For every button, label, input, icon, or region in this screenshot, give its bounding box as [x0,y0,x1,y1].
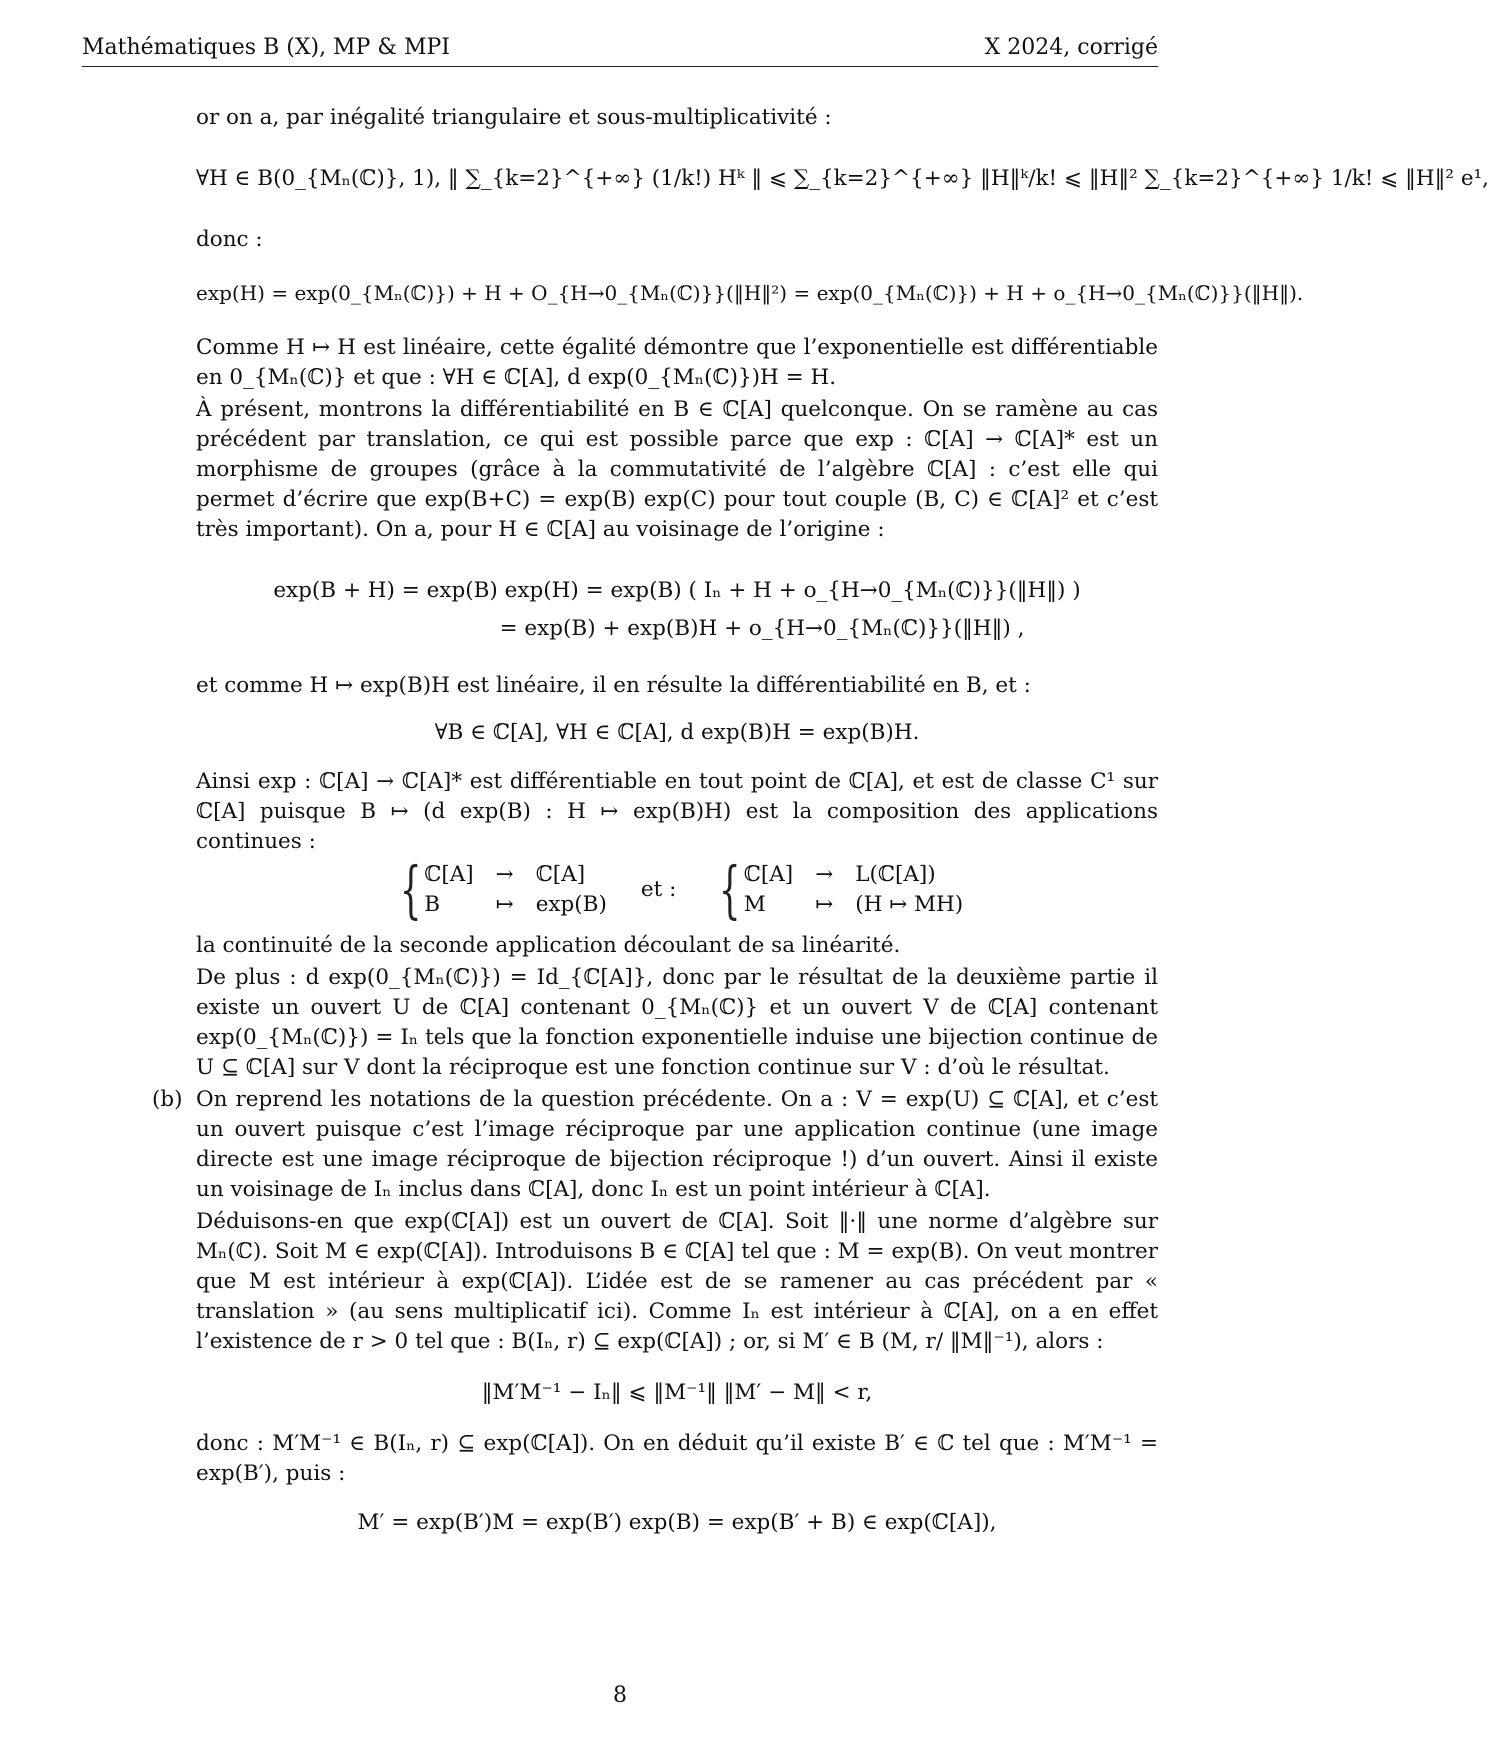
paragraph: Déduisons-en que exp(ℂ[A]) est un ouvert de ℂ[A]. Soit ‖·‖ une norme d’algèbre sur Mₙ(ℂ). Soit M ∈ exp(ℂ[A]). Introduisons B ∈ ℂ[A] tel que : M = exp(B). On veut montrer que M est intérieur à exp(ℂ[A]). L’idée est de se ramener au cas précédent par « translation » (au sens multiplicatif ici). Comme Iₙ est intérieur à ℂ[A], on a en effet l’existence de r > 0 tel que : B(Iₙ, r) ⊆ exp(ℂ[A]) ; or, si M′ ∈ B (M, r/ ‖M‖⁻¹), alors : [196,1209,1158,1354]
case-cell: exp(B) [535,892,607,917]
cases-connector: et : [640,877,677,902]
case-cell: ℂ[A] [743,862,794,887]
item-label: (b) [152,1087,183,1112]
case-cell: M [743,892,766,917]
running-header [82,24,1158,67]
paragraph: et comme H ↦ exp(B)H est linéaire, il en résulte la différentiabilité en B, et : [196,673,1031,698]
list-item-b [152,1085,1158,1539]
paragraph: Ainsi exp : ℂ[A] → ℂ[A]* est différentiable en tout point de ℂ[A], et est de classe C¹ sur ℂ[A] puisque B ↦ (d exp(B) : H ↦ exp(B)H) est la composition des applications continues : [196,769,1158,854]
paragraph: On reprend les notations de la question précédente. On a : V = exp(U) ⊆ ℂ[A], et c’est un ouvert puisque c’est l’image réciproque par une application continue (une image directe est une image réciproque de bijection réciproque !) d’un ouvert. Ainsi il existe un voisinage de Iₙ inclus dans ℂ[A], donc Iₙ est un point intérieur à ℂ[A]. [196,1087,1158,1202]
header-left: Mathématiques B (X), MP & MPI [82,35,450,60]
case-cell: ↦ [815,892,834,917]
case-cell: ↦ [495,892,514,917]
case-block-left [391,853,607,926]
case-cell: → [815,862,834,887]
paragraph: De plus : d exp(0_{Mₙ(ℂ)}) = Id_{ℂ[A]}, donc par le résultat de la deuxième partie il existe un ouvert U de ℂ[A] contenant 0_{Mₙ(ℂ)} et un ouvert V de ℂ[A] contenant exp(0_{Mₙ(ℂ)}) = Iₙ tels que la fonction exponentielle induise une bijection continue de U ⊆ ℂ[A] sur V dont la réciproque est une fonction continue sur V : d’où le résultat. [196,965,1158,1080]
equation: ‖M′M⁻¹ − Iₙ‖ ⩽ ‖M⁻¹‖ ‖M′ − M‖ < r, [481,1380,873,1405]
equation: = exp(B) + exp(B)H + o_{H→0_{Mₙ(ℂ)}}(‖H‖) , [499,616,1025,641]
case-block-right [710,853,964,926]
paragraph: la continuité de la seconde application découlant de sa linéarité. [196,933,901,958]
paragraph: or on a, par inégalité triangulaire et sous-multiplicativité : [196,105,832,130]
case-cell: L(ℂ[A]) [855,862,936,887]
equation: M′ = exp(B′)M = exp(B′) exp(B) = exp(B′ + B) ∈ exp(ℂ[A]), [357,1510,997,1535]
left-brace-icon: { [399,853,422,926]
left-brace-icon: { [719,853,741,926]
document-body [152,103,1489,1539]
header-right: X 2024, corrigé [984,35,1158,60]
case-cell: ℂ[A] [535,862,586,887]
case-cell: → [495,862,514,887]
case-cell: (H ↦ MH) [855,892,964,917]
equation: ∀B ∈ ℂ[A], ∀H ∈ ℂ[A], d exp(B)H = exp(B)H. [434,720,920,745]
equation: exp(H) = exp(0_{Mₙ(ℂ)}) + H + O_{H→0_{Mₙ(ℂ)}}(‖H‖²) = exp(0_{Mₙ(ℂ)}) + H + o_{H→0_{Mₙ(ℂ)}}(‖H‖). [196,281,1304,305]
page-number: 8 [613,1683,627,1708]
equation: exp(B + H) = exp(B) exp(H) = exp(B) ( Iₙ + H + o_{H→0_{Mₙ(ℂ)}}(‖H‖) ) [273,578,1081,603]
applications-cases [196,853,1158,926]
paragraph: Comme H ↦ H est linéaire, cette égalité démontre que l’exponentielle est différentiable en 0_{Mₙ(ℂ)} et que : ∀H ∈ ℂ[A], d exp(0_{Mₙ(ℂ)})H = H. [196,335,1158,390]
case-cell: ℂ[A] [424,862,474,887]
equation: ∀H ∈ B(0_{Mₙ(ℂ)}, 1), ‖ ∑_{k=2}^{+∞} (1/k!) Hᵏ ‖ ⩽ ∑_{k=2}^{+∞} ‖H‖ᵏ/k! ⩽ ‖H‖² ∑_{k=2}^{+∞} 1/k! ⩽ ‖H‖² e¹, [196,166,1489,191]
paragraph: À présent, montrons la différentiabilité en B ∈ ℂ[A] quelconque. On se ramène au cas précédent par translation, ce qui est possible parce que exp : ℂ[A] → ℂ[A]* est un morphisme de groupes (grâce à la commutativité de l’algèbre ℂ[A] : c’est elle qui permet d’écrire que exp(B+C) = exp(B) exp(C) pour tout couple (B, C) ∈ ℂ[A]² et c’est très important). On a, pour H ∈ ℂ[A] au voisinage de l’origine : [196,397,1158,542]
case-cell: B [424,892,441,917]
paragraph: donc : [196,227,263,252]
paragraph: donc : M′M⁻¹ ∈ B(Iₙ, r) ⊆ exp(ℂ[A]). On en déduit qu’il existe B′ ∈ ℂ tel que : M′M⁻¹ = exp(B′), puis : [196,1431,1158,1486]
